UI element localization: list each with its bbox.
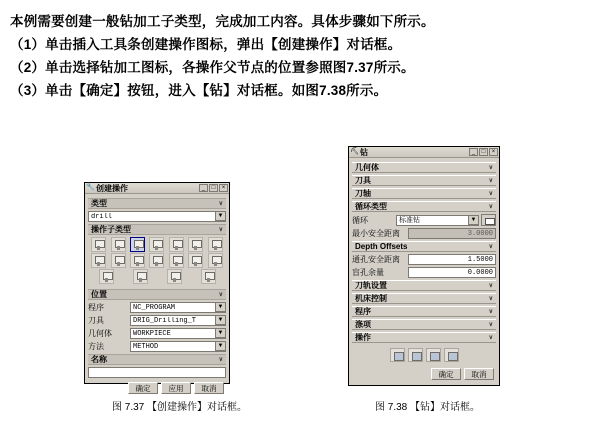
subtype-icon[interactable] [188, 253, 203, 268]
subtype-row [89, 253, 225, 268]
name-group-label: 名称 [91, 355, 107, 364]
tool-group-label: 刀具 [355, 176, 371, 185]
chevron-down-icon: ∨ [218, 292, 223, 298]
maximize-button[interactable]: □ [479, 148, 488, 156]
maximize-button[interactable]: □ [209, 184, 218, 192]
chevron-down-icon: ∨ [488, 204, 493, 210]
create-operation-title: 创建操作 [96, 183, 128, 193]
axis-group-header[interactable] [352, 188, 496, 199]
through-clearance-label: 通孔安全距离 [352, 255, 400, 264]
chevron-down-icon: ∨ [488, 191, 493, 197]
paragraph-2: （1）单击插入工具条创建操作图标，弹出【创建操作】对话框。 [10, 37, 402, 52]
cycle-value: 标准钻 [399, 217, 420, 225]
options-group-label: 涤项 [355, 320, 371, 329]
ok-button[interactable]: 确定 [128, 382, 158, 394]
cycle-row [352, 214, 496, 226]
chevron-down-icon: ∨ [488, 178, 493, 184]
blind-allowance-label: 盲孔余量 [352, 268, 384, 277]
document-body [10, 10, 590, 102]
options-group-header[interactable] [352, 319, 496, 330]
operation-group-label: 操作 [355, 333, 371, 342]
subtype-icon[interactable] [111, 253, 126, 268]
paragraph-1: 本例需要创建一般钻加工子类型，完成加工内容。具体步骤如下所示。 [10, 14, 435, 29]
type-group-header[interactable] [88, 198, 226, 209]
position-group-header[interactable] [88, 289, 226, 300]
subtype-icon[interactable] [149, 253, 164, 268]
create-operation-dialog [84, 182, 230, 393]
minimize-button[interactable]: _ [199, 184, 208, 192]
geometry-group-label: 几何体 [355, 163, 379, 172]
chevron-down-icon: ∨ [218, 227, 223, 233]
subtype-icon[interactable] [201, 269, 216, 284]
confirm-icon[interactable] [444, 348, 459, 362]
drill-dialog [348, 146, 500, 386]
tool-combo[interactable] [130, 315, 226, 326]
drill-body [349, 158, 499, 383]
method-combo[interactable] [130, 341, 226, 352]
geometry-value: WORKPIECE [133, 329, 171, 338]
subtype-group-label: 操作子类型 [91, 225, 131, 234]
minimize-button[interactable]: _ [469, 148, 478, 156]
chevron-down-icon[interactable]: ▼ [215, 212, 225, 221]
chevron-down-icon[interactable]: ▼ [215, 342, 225, 351]
geometry-label: 几何体 [88, 329, 112, 338]
subtype-icon[interactable] [91, 253, 106, 268]
depth-offsets-group-header[interactable] [352, 241, 496, 252]
create-operation-body [85, 194, 229, 397]
type-row [88, 211, 226, 222]
subtype-icon[interactable] [130, 253, 145, 268]
cycle-group-header[interactable] [352, 201, 496, 212]
subtype-icon[interactable] [149, 237, 164, 252]
program-label: 程序 [88, 303, 104, 312]
subtype-icon[interactable] [208, 237, 223, 252]
subtype-row [89, 269, 225, 284]
program-row [88, 302, 226, 313]
close-button[interactable]: × [489, 148, 498, 156]
cycle-group-label: 循环类型 [355, 202, 387, 211]
wrench-icon: 🔧 [86, 184, 95, 191]
geometry-combo[interactable] [130, 328, 226, 339]
chevron-down-icon: ∨ [488, 244, 493, 250]
tool-label: 刀具 [88, 316, 104, 325]
subtype-icon[interactable] [111, 237, 126, 252]
operation-toolbar [352, 346, 496, 364]
subtype-icon[interactable] [169, 237, 184, 252]
subtype-icon[interactable] [188, 237, 203, 252]
type-combo[interactable] [88, 211, 226, 222]
type-combo-value: drill [91, 212, 113, 221]
program-combo[interactable] [130, 302, 226, 313]
through-clearance-input[interactable]: 1.5000 [408, 254, 496, 265]
machine-control-label: 机床控制 [355, 294, 387, 303]
subtype-icon[interactable] [169, 253, 184, 268]
apply-button[interactable]: 应用 [161, 382, 191, 394]
figure-caption-left: 图 7.37 【创建操作】对话框。 [112, 402, 248, 413]
verify-icon[interactable] [408, 348, 423, 362]
type-group-label: 类型 [91, 199, 107, 208]
generate-icon[interactable] [390, 348, 405, 362]
min-clearance-row [352, 228, 496, 239]
method-row [88, 341, 226, 352]
operation-group-header[interactable] [352, 332, 496, 343]
tool-group-header[interactable] [352, 175, 496, 186]
drill-title-bar[interactable] [349, 147, 499, 158]
operation-subtype-grid [88, 235, 226, 287]
chevron-down-icon: ∨ [488, 283, 493, 289]
subtype-icon[interactable] [133, 269, 148, 284]
depth-offsets-label: Depth Offsets [355, 242, 408, 251]
name-group-header[interactable] [88, 354, 226, 365]
close-button[interactable]: × [219, 184, 228, 192]
cycle-combo[interactable] [396, 215, 479, 226]
method-value: METHOD [133, 342, 159, 351]
chevron-down-icon: ∨ [488, 309, 493, 315]
subtype-icon-drill-selected[interactable] [130, 237, 145, 252]
chevron-down-icon: ∨ [218, 201, 223, 207]
subtype-icon[interactable] [91, 237, 106, 252]
path-settings-label: 刀轨设置 [355, 281, 387, 290]
tool-value: DRIG_Drilling_T [133, 316, 197, 325]
cancel-button[interactable]: 取消 [464, 368, 494, 380]
subtype-row [89, 237, 225, 252]
subtype-icon[interactable] [99, 269, 114, 284]
method-label: 方法 [88, 342, 104, 351]
chevron-down-icon[interactable]: ▼ [468, 216, 478, 225]
ok-button[interactable]: 确定 [431, 368, 461, 380]
through-clearance-row [352, 254, 496, 265]
blind-allowance-row [352, 267, 496, 278]
edit-parameters-icon[interactable] [481, 214, 496, 226]
min-clearance-label: 最小安全距离 [352, 229, 400, 238]
paragraph-4: （3）单击【确定】按钮，进入【钻】对话框。如图7.38所示。 [10, 83, 388, 98]
axis-group-label: 刀轴 [355, 189, 371, 198]
blind-allowance-input[interactable]: 0.0000 [408, 267, 496, 278]
program-value: NC_PROGRAM [133, 303, 176, 312]
figure-caption-right: 图 7.38 【钻】对话框。 [375, 402, 481, 413]
program-group-label: 程序 [355, 307, 371, 316]
machine-control-group-header[interactable] [352, 293, 496, 304]
chevron-down-icon: ∨ [218, 357, 223, 363]
subtype-icon[interactable] [167, 269, 182, 284]
chevron-down-icon: ∨ [488, 322, 493, 328]
drill-window-buttons [469, 148, 498, 156]
subtype-group-header[interactable] [88, 224, 226, 235]
chevron-down-icon: ∨ [488, 335, 493, 341]
cycle-label: 循环 [352, 215, 368, 225]
chevron-down-icon: ∨ [488, 165, 493, 171]
min-clearance-input[interactable]: 3.0000 [408, 228, 496, 239]
geometry-group-header[interactable] [352, 162, 496, 173]
name-input[interactable] [88, 367, 226, 378]
chevron-down-icon[interactable]: ▼ [215, 303, 225, 312]
chevron-down-icon[interactable]: ▼ [215, 316, 225, 325]
create-operation-window-buttons [199, 184, 228, 192]
chevron-down-icon[interactable]: ▼ [215, 329, 225, 338]
subtype-icon[interactable] [208, 253, 223, 268]
drill-title: 钻 [360, 147, 368, 157]
geometry-row [88, 328, 226, 339]
create-operation-footer [88, 382, 226, 394]
create-operation-title-bar[interactable] [85, 183, 229, 194]
chevron-down-icon: ∨ [488, 296, 493, 302]
program-group-header[interactable] [352, 306, 496, 317]
drill-footer [352, 368, 496, 380]
list-icon[interactable] [426, 348, 441, 362]
cancel-button[interactable]: 取消 [194, 382, 224, 394]
tool-row [88, 315, 226, 326]
drill-icon: ⛏ [350, 148, 359, 155]
path-settings-group-header[interactable] [352, 280, 496, 291]
paragraph-3: （2）单击选择钻加工图标，各操作父节点的位置参照图7.37所示。 [10, 60, 415, 75]
position-group-label: 位置 [91, 290, 107, 299]
